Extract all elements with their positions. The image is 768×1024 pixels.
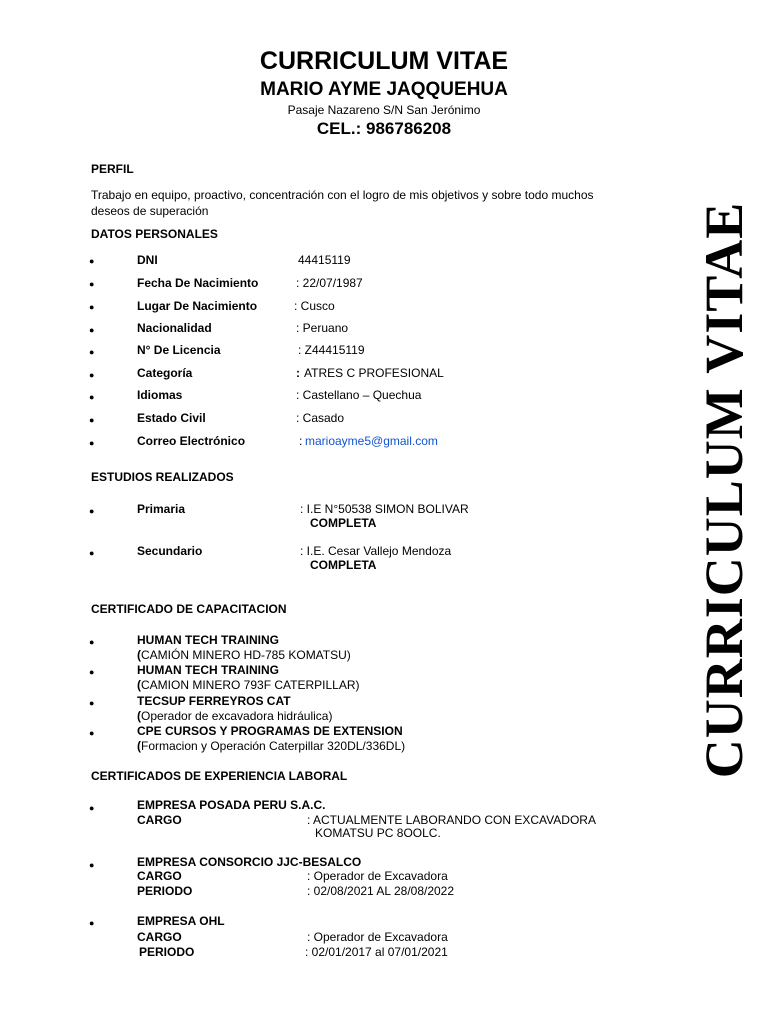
bullet-icon: ● <box>89 325 95 335</box>
periodo-value: : 02/01/2017 al 07/01/2021 <box>305 945 448 959</box>
birthdate-label: Fecha De Nacimiento <box>137 276 259 290</box>
birthplace-value: : Cusco <box>294 299 335 313</box>
nationality-label: Nacionalidad <box>137 321 212 335</box>
civil-status-label: Estado Civil <box>137 411 206 425</box>
datos-heading: DATOS PERSONALES <box>91 227 218 241</box>
cargo-value: : Operador de Excavadora <box>307 869 448 883</box>
training-detail: (Operador de excavadora hidráulica) <box>137 709 333 723</box>
bullet-icon: ● <box>89 637 95 647</box>
bullet-icon: ● <box>89 302 95 312</box>
category-label: Categoría <box>137 366 193 380</box>
training-title: CPE CURSOS Y PROGRAMAS DE EXTENSION <box>137 724 403 738</box>
perfil-text-line-1: Trabajo en equipo, proactivo, concentración con el logro de mis objetivos y sobre todo muchos <box>91 188 594 202</box>
civil-status-value: : Casado <box>296 411 345 425</box>
training-detail: (CAMION MINERO 793F CATERPILLAR) <box>137 678 360 692</box>
capacitacion-heading: CERTIFICADO DE CAPACITACION <box>91 602 287 616</box>
bullet-icon: ● <box>89 347 95 357</box>
secundario-status: COMPLETA <box>310 558 377 572</box>
email-link[interactable]: marioayme5@gmail.com <box>305 434 438 448</box>
bullet-icon: ● <box>89 728 95 738</box>
perfil-text-line-2: deseos de superación <box>91 204 209 218</box>
bullet-icon: ● <box>89 667 95 677</box>
periodo-value: : 02/08/2021 AL 28/08/2022 <box>307 884 455 898</box>
bullet-icon: ● <box>89 415 95 425</box>
cargo-label: CARGO <box>137 813 182 827</box>
dni-label: DNI <box>137 253 158 267</box>
bullet-icon: ● <box>89 370 95 380</box>
cargo-value: : Operador de Excavadora <box>307 930 448 944</box>
periodo-label: PERIODO <box>137 884 193 898</box>
languages-value: : Castellano – Quechua <box>296 388 422 402</box>
company-name: EMPRESA POSADA PERU S.A.C. <box>137 798 326 812</box>
email-label: Correo Electrónico <box>137 434 246 448</box>
cargo-value: : ACTUALMENTE LABORANDO CON EXCAVADORA <box>307 813 596 827</box>
bullet-icon: ● <box>89 279 95 289</box>
category-colon: : <box>296 366 300 380</box>
training-detail: (Formacion y Operación Caterpillar 320DL/336DL) <box>137 739 406 753</box>
bullet-icon: ● <box>89 506 95 516</box>
perfil-heading: PERFIL <box>91 162 134 176</box>
license-value: : Z44415119 <box>298 343 365 357</box>
cargo-label: CARGO <box>137 869 182 883</box>
document-title: CURRICULUM VITAE <box>259 47 509 75</box>
languages-label: Idiomas <box>137 388 183 402</box>
address: Pasaje Nazareno S/N San Jerónimo <box>287 103 481 117</box>
training-title: HUMAN TECH TRAINING <box>137 663 279 677</box>
email-colon: : <box>299 434 303 448</box>
license-label: N° De Licencia <box>137 343 221 357</box>
nationality-value: : Peruano <box>296 321 349 335</box>
training-title: HUMAN TECH TRAINING <box>137 633 279 647</box>
person-name: MARIO AYME JAQQUEHUA <box>260 79 508 100</box>
cargo-value-cont: KOMATSU PC 8OOLC. <box>315 826 441 840</box>
phone-number: CEL.: 986786208 <box>316 119 452 138</box>
primaria-label: Primaria <box>137 502 186 516</box>
bullet-icon: ● <box>89 438 95 448</box>
training-detail: (CAMIÓN MINERO HD-785 KOMATSU) <box>137 648 351 662</box>
side-title: CURRICULUM VITAE <box>694 201 754 779</box>
bullet-icon: ● <box>89 256 95 266</box>
primaria-value: : I.E N°50538 SIMON BOLIVAR <box>300 502 469 516</box>
cargo-label: CARGO <box>137 930 182 944</box>
periodo-label: PERIODO <box>139 945 195 959</box>
bullet-icon: ● <box>89 860 95 870</box>
bullet-icon: ● <box>89 548 95 558</box>
bullet-icon: ● <box>89 698 95 708</box>
company-name: EMPRESA OHL <box>137 914 225 928</box>
bullet-icon: ● <box>89 392 95 402</box>
training-title: TECSUP FERREYROS CAT <box>137 694 291 708</box>
category-value: ATRES C PROFESIONAL <box>304 366 444 380</box>
dni-value: 44415119 <box>298 253 351 267</box>
company-name: EMPRESA CONSORCIO JJC-BESALCO <box>137 855 362 869</box>
birthplace-label: Lugar De Nacimiento <box>137 299 258 313</box>
bullet-icon: ● <box>89 918 95 928</box>
secundario-label: Secundario <box>137 544 203 558</box>
bullet-icon: ● <box>89 803 95 813</box>
secundario-value: : I.E. Cesar Vallejo Mendoza <box>300 544 452 558</box>
experiencia-heading: CERTIFICADOS DE EXPERIENCIA LABORAL <box>91 769 348 783</box>
primaria-status: COMPLETA <box>310 516 377 530</box>
estudios-heading: ESTUDIOS REALIZADOS <box>91 470 234 484</box>
birthdate-value: : 22/07/1987 <box>296 276 363 290</box>
